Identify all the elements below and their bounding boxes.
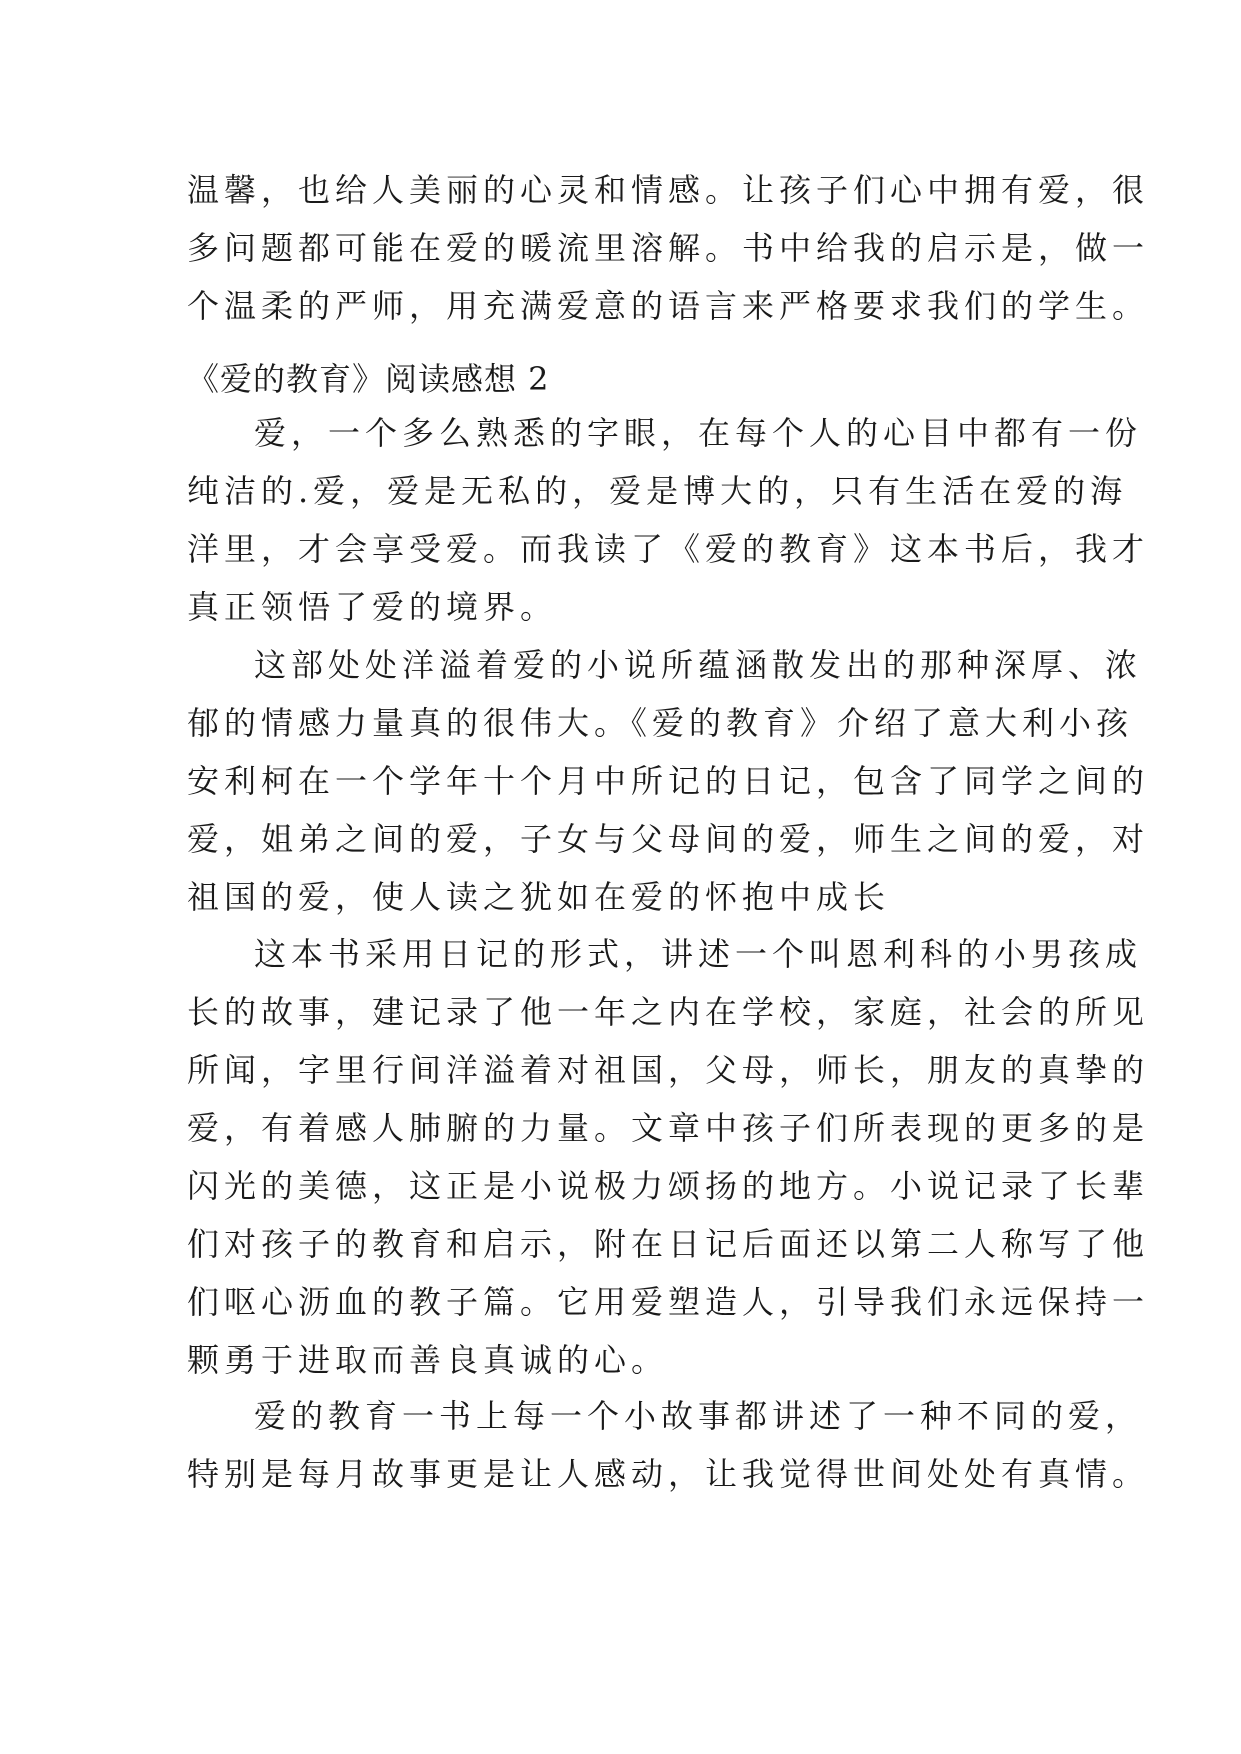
paragraph-1 (187, 404, 1150, 636)
paragraph-4 (187, 1387, 1150, 1503)
text-line: 这部处处洋溢着爱的小说所蕴涵散发出的那种深厚、浓 (254, 646, 1143, 684)
text-line: 这本书采用日记的形式，讲述一个叫恩利科的小男孩成 (254, 935, 1143, 973)
text-line: 长的故事，建记录了他一年之内在学校，家庭，社会的所见 (187, 993, 1150, 1031)
text-line: 真正领悟了爱的境界。 (187, 588, 558, 626)
text-line: 闪光的美德，这正是小说极力颂扬的地方。小说记录了长辈 (187, 1167, 1150, 1205)
text-line: 爱的教育一书上每一个小故事都讲述了一种不同的爱， (254, 1397, 1143, 1435)
text-line: 个温柔的严师，用充满爱意的语言来严格要求我们的学生。 (187, 287, 1150, 325)
text-line: 纯洁的.爱，爱是无私的，爱是博大的，只有生活在爱的海 (187, 472, 1128, 510)
text-line: 爱，一个多么熟悉的字眼，在每个人的心目中都有一份 (254, 414, 1143, 452)
text-line: 所闻，字里行间洋溢着对祖国，父母，师长，朋友的真挚的 (187, 1051, 1150, 1089)
text-line: 们对孩子的教育和启示，附在日记后面还以第二人称写了他 (187, 1225, 1150, 1263)
text-line: 祖国的爱，使人读之犹如在爱的怀抱中成长 (187, 878, 891, 916)
text-line: 洋里，才会享受爱。而我读了《爱的教育》这本书后，我才 (187, 530, 1150, 568)
section-title: 《爱的教育》阅读感想 2 (187, 360, 550, 398)
text-line: 们呕心沥血的教子篇。它用爱塑造人，引导我们永远保持一 (187, 1283, 1150, 1321)
text-line: 爱，姐弟之间的爱，子女与父母间的爱，师生之间的爱，对 (187, 820, 1150, 858)
text-line: 郁的情感力量真的很伟大。《爱的教育》介绍了意大利小孩 (187, 704, 1134, 742)
text-line: 特别是每月故事更是让人感动，让我觉得世间处处有真情。 (187, 1455, 1150, 1493)
text-line: 温馨，也给人美丽的心灵和情感。让孩子们心中拥有爱，很 (187, 171, 1150, 209)
text-line: 安利柯在一个学年十个月中所记的日记，包含了同学之间的 (187, 762, 1150, 800)
text-line: 多问题都可能在爱的暖流里溶解。书中给我的启示是，做一 (187, 229, 1150, 267)
carryover-paragraph (187, 161, 1150, 335)
text-line: 颗勇于进取而善良真诚的心。 (187, 1341, 669, 1379)
text-line: 爱，有着感人肺腑的力量。文章中孩子们所表现的更多的是 (187, 1109, 1150, 1147)
paragraph-2 (187, 636, 1150, 926)
paragraph-3 (187, 925, 1150, 1389)
